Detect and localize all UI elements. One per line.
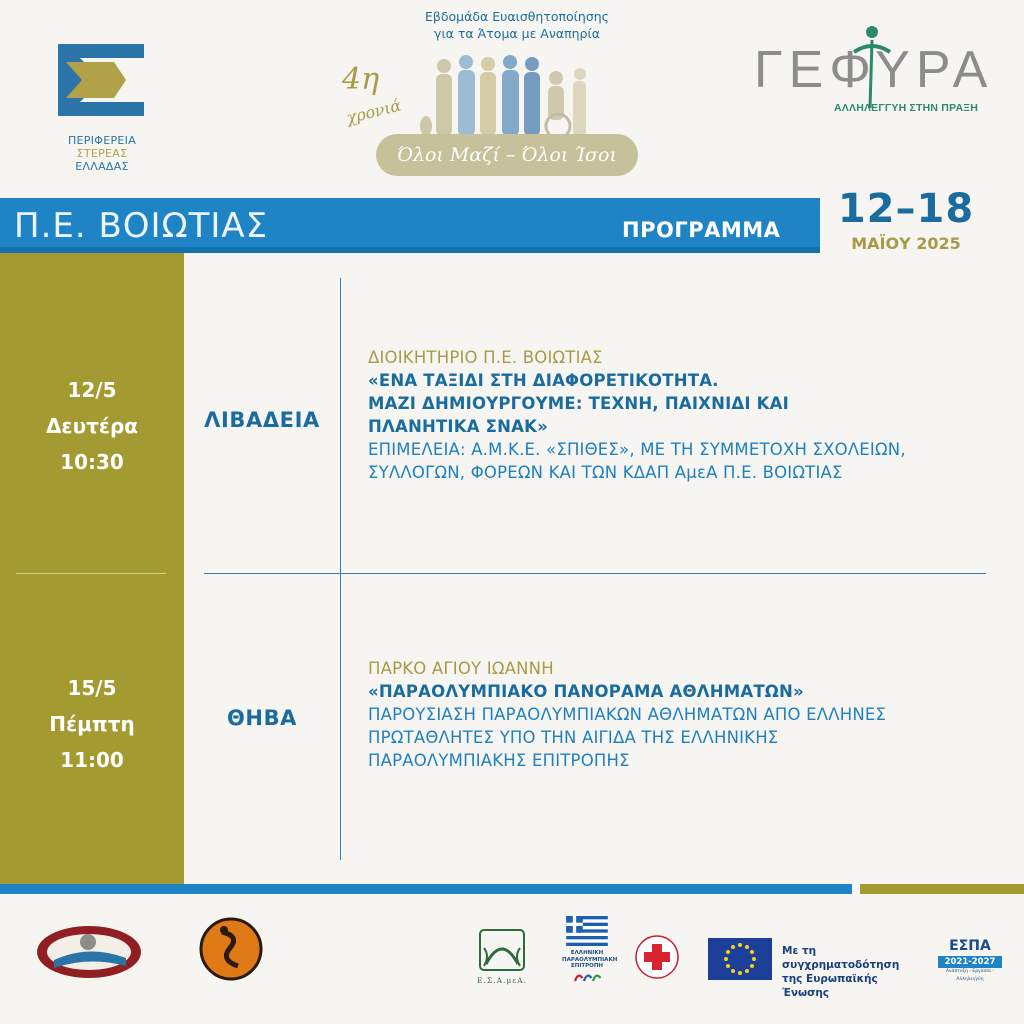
greek-flag-icon [566, 916, 608, 946]
day-weekday: Δευτέρα [45, 414, 139, 438]
espa-logo [938, 938, 1002, 986]
hpc-line2: ΠΑΡΑΟΛΥΜΠΙΑΚΗ [562, 956, 618, 963]
day-date: 15/5 [67, 676, 117, 700]
gefyra-word: ΓΕΦΥΡΑ [754, 41, 994, 99]
event-title-line: «ΠΑΡΑΟΛΥΜΠΙΑΚΟ ΠΑΝΟΡΑΜΑ ΑΘΛΗΜΑΤΩΝ» [368, 682, 804, 701]
date-column [0, 253, 184, 885]
day-date: 12/5 [67, 378, 117, 402]
city-label: ΘΗΒΑ [226, 706, 298, 730]
region-logo-line1: ΠΕΡΙΦΕΡΕΙΑ [67, 134, 137, 147]
espa-years: 2021-2027 [938, 956, 1002, 968]
red-cross-logo-icon [634, 934, 680, 980]
date-column-divider [16, 573, 166, 574]
event-description-line: ΕΠΙΜΕΛΕΙΑ: Α.Μ.Κ.Ε. «ΣΠΙΘΕΣ», ΜΕ ΤΗ ΣΥΜΜΕΤΟΧΗ ΣΧΟΛΕΙΩΝ, [368, 440, 906, 459]
event-description-line: ΠΑΡΟΥΣΙΑΣΗ ΠΑΡΑΟΛΥΜΠΙΑΚΩΝ ΑΘΛΗΜΑΤΩΝ ΑΠΟ ΕΛΛΗΝΕΣ [368, 705, 887, 724]
region-logo [52, 40, 152, 180]
year-word: χρονιά [344, 95, 404, 128]
event-details-1 [368, 346, 1008, 484]
schedule-day-1 [0, 372, 184, 480]
esamea-caption: Ε.Σ.Α.μεΑ. [477, 976, 527, 985]
region-name: Π.Ε. ΒΟΙΩΤΙΑΣ [14, 206, 269, 246]
event-title-line: ΜΑΖΙ ΔΗΜΙΟΥΡΓΟΥΜΕ: ΤΕΧΝΗ, ΠΑΙΧΝΙΔΙ ΚΑΙ [368, 394, 789, 413]
footer-stripe-blue [0, 884, 852, 894]
row-divider [204, 573, 986, 574]
hpc-line1: ΕΛΛΗΝΙΚΗ [570, 950, 604, 956]
column-divider [340, 278, 341, 860]
esamea-logo [470, 926, 534, 988]
eu-flag-icon [708, 938, 772, 980]
people-illustration-icon [420, 52, 600, 142]
day-time: 10:30 [60, 450, 124, 474]
eu-cofunding-text [782, 944, 922, 1000]
event-venue: ΠΑΡΚΟ ΑΓΙΟΥ ΙΩΑΝΝΗ [368, 659, 554, 678]
espa-word: ΕΣΠΑ [949, 938, 991, 954]
region-logo-line3: ΕΛΛΑΔΑΣ [75, 160, 129, 173]
year-mark [336, 62, 416, 132]
municipality-lebadea-logo-icon [34, 922, 144, 982]
eu-line1: Με τη συγχρηματοδότηση [782, 945, 900, 971]
year-number: 4η [342, 62, 380, 97]
esamea-emblem-icon [470, 926, 534, 976]
espa-small: Ανάπτυξη - Εργασία - Αλληλεγγύη [945, 969, 995, 982]
event-title-line: ΠΛΑΝΗΤΙΚΑ ΣΝΑΚ» [368, 417, 548, 436]
day-time: 11:00 [60, 748, 124, 772]
slogan-pill: Όλοι Μαζί – Όλοι Ίσοι [376, 134, 638, 176]
week-title-line2: για τα Άτομα με Αναπηρία [434, 26, 600, 41]
week-title [388, 8, 646, 42]
city-label: ΛΙΒΑΔΕΙΑ [204, 408, 320, 432]
date-range [836, 186, 976, 254]
eu-line2: της Ευρωπαϊκής Ένωσης [782, 973, 878, 999]
hellenic-paralympic-logo [562, 916, 618, 1000]
day-weekday: Πέμπτη [49, 712, 135, 736]
gefyra-figure-icon [834, 22, 904, 112]
event-description-line: ΣΥΛΛΟΓΩΝ, ΦΟΡΕΩΝ ΚΑΙ ΤΩΝ ΚΔΑΠ ΑμεΑ Π.Ε. ΒΟΙΩΤΙΑΣ [368, 463, 843, 482]
paralympic-agitos-icon [572, 970, 602, 986]
gefyra-logo [754, 40, 994, 130]
event-details-2 [368, 657, 1008, 772]
hpc-line3: ΕΠΙΤΡΟΠΗ [570, 963, 604, 969]
event-venue: ΔΙΟΙΚΗΤΗΡΙΟ Π.Ε. ΒΟΙΩΤΙΑΣ [368, 348, 603, 367]
gefyra-tagline: ΑΛΛΗΛΕΓΓΥΗ ΣΤΗΝ ΠΡΑΞΗ [834, 102, 979, 114]
event-description-line: ΠΡΩΤΑΘΛΗΤΕΣ ΥΠΟ ΤΗΝ ΑΙΓΙΔΑ ΤΗΣ ΕΛΛΗΝΙΚΗΣ [368, 728, 779, 747]
date-range-days: 12–18 [837, 186, 975, 232]
footer-stripe-olive [860, 884, 1024, 894]
week-title-line1: Εβδομάδα Ευαισθητοποίησης [425, 9, 609, 24]
event-description-line: ΠΑΡΑΟΛΥΜΠΙΑΚΗΣ ΕΠΙΤΡΟΠΗΣ [368, 751, 630, 770]
sigma-logo-icon [52, 40, 152, 120]
program-label: ΠΡΟΓΡΑΜΜΑ [622, 218, 781, 242]
event-title-line: «ΕΝΑ ΤΑΞΙΔΙ ΣΤΗ ΔΙΑΦΟΡΕΤΙΚΟΤΗΤΑ. [368, 371, 719, 390]
region-logo-line2: ΣΤΕΡΕΑΣ [76, 147, 128, 160]
schedule-day-2 [0, 670, 184, 778]
date-range-month: ΜΑΪΟΥ 2025 [851, 234, 961, 253]
municipality-thebes-logo-icon [196, 914, 266, 984]
